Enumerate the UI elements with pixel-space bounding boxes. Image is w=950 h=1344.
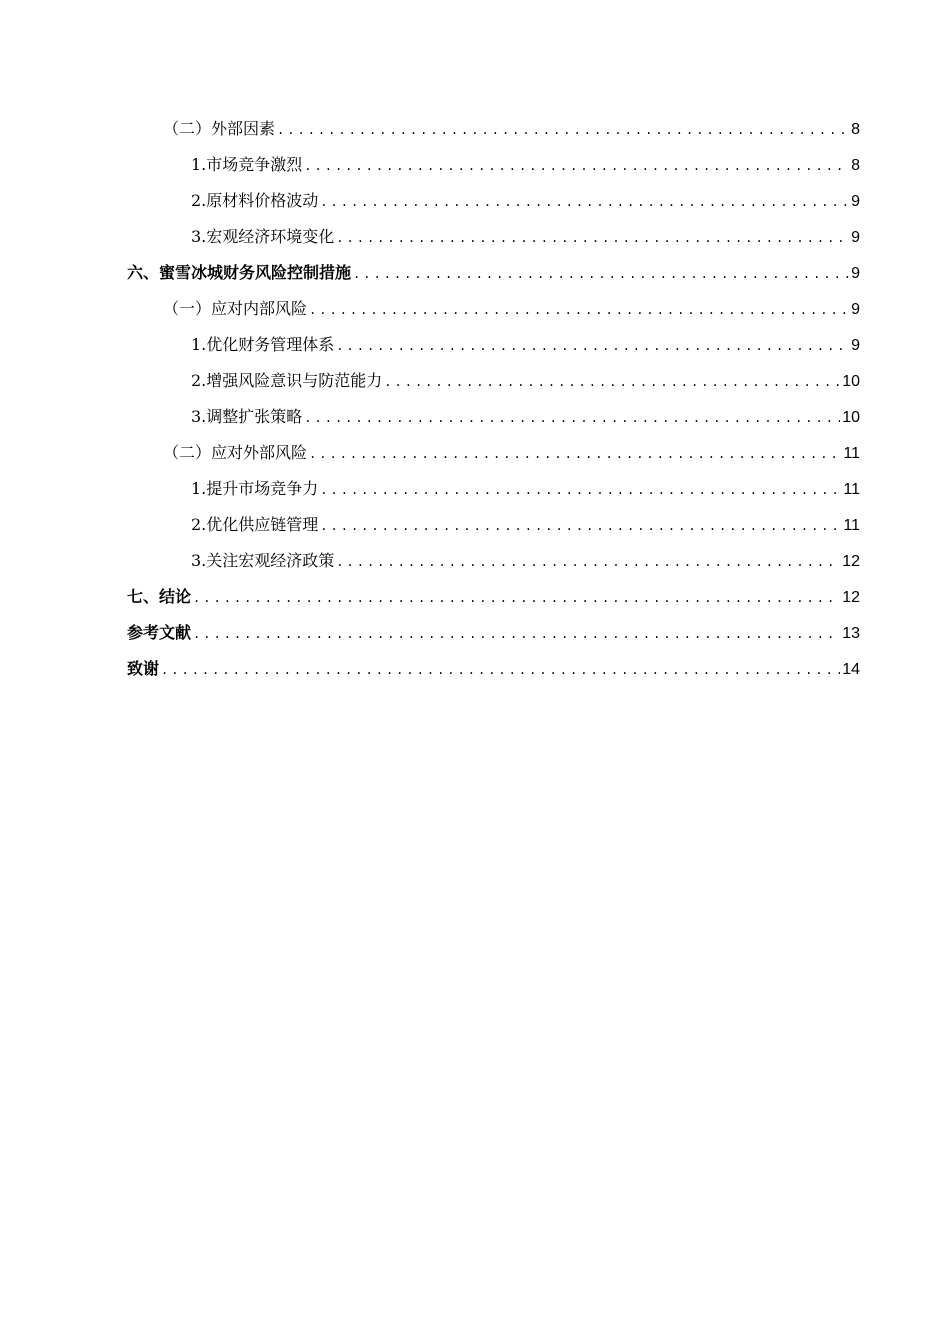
toc-entry-conclusion[interactable] [127, 579, 860, 615]
toc-entry-supply-chain[interactable] [127, 507, 860, 543]
toc-dot-leader [384, 364, 840, 400]
toc-page-number: 8 [851, 157, 860, 174]
table-of-contents [127, 111, 860, 687]
toc-entry-financial-management-system[interactable] [127, 327, 860, 363]
toc-entry-title: 1.优化财务管理体系 [191, 335, 335, 354]
toc-page-number: 9 [851, 265, 860, 282]
toc-page-number: 9 [851, 301, 860, 318]
toc-entry-title: 2.原材料价格波动 [191, 191, 319, 210]
toc-page-number: 14 [842, 661, 860, 678]
toc-entry-external-factors[interactable] [127, 111, 860, 147]
toc-dot-leader [193, 616, 840, 652]
toc-page-number: 10 [842, 373, 860, 390]
toc-dot-leader [353, 256, 849, 292]
toc-entry-macroeconomic-changes[interactable] [127, 219, 860, 255]
toc-page-number: 10 [842, 409, 860, 426]
toc-entry-internal-risk-response[interactable] [127, 291, 860, 327]
toc-dot-leader [304, 400, 840, 436]
toc-page-number: 9 [851, 229, 860, 246]
toc-entry-title: 六、蜜雪冰城财务风险控制措施 [127, 263, 352, 282]
toc-page-number: 9 [851, 337, 860, 354]
toc-dot-leader [336, 328, 849, 364]
toc-dot-leader [277, 112, 849, 148]
toc-dot-leader [304, 148, 849, 184]
toc-page-number: 11 [843, 481, 860, 498]
toc-dot-leader [161, 652, 840, 688]
toc-entry-title: 致谢 [127, 659, 160, 678]
toc-dot-leader [320, 508, 841, 544]
toc-entry-references[interactable] [127, 615, 860, 651]
toc-entry-title: 1.提升市场竞争力 [191, 479, 319, 498]
toc-entry-market-competition[interactable] [127, 147, 860, 183]
toc-dot-leader [336, 220, 849, 256]
toc-entry-title: 3.调整扩张策略 [191, 407, 303, 426]
toc-page-number: 12 [842, 553, 860, 570]
toc-entry-title: 2.优化供应链管理 [191, 515, 319, 534]
toc-entry-raw-material-prices[interactable] [127, 183, 860, 219]
toc-page-number: 9 [851, 193, 860, 210]
toc-dot-leader [320, 184, 849, 220]
toc-dot-leader [309, 292, 849, 328]
toc-entry-title: （二）外部因素 [163, 119, 276, 138]
toc-entry-expansion-strategy[interactable] [127, 399, 860, 435]
toc-entry-chapter-six[interactable] [127, 255, 860, 291]
toc-entry-market-competitiveness[interactable] [127, 471, 860, 507]
toc-page-number: 13 [842, 625, 860, 642]
toc-dot-leader [309, 436, 841, 472]
toc-entry-external-risk-response[interactable] [127, 435, 860, 471]
toc-page-number: 12 [842, 589, 860, 606]
toc-entry-risk-awareness[interactable] [127, 363, 860, 399]
toc-dot-leader [320, 472, 841, 508]
toc-entry-acknowledgements[interactable] [127, 651, 860, 687]
toc-page-number: 11 [843, 445, 860, 462]
toc-entry-title: （一）应对内部风险 [163, 299, 308, 318]
toc-page-number: 8 [851, 121, 860, 138]
toc-page-number: 11 [843, 517, 860, 534]
toc-dot-leader [336, 544, 840, 580]
toc-entry-title: 2.增强风险意识与防范能力 [191, 371, 383, 390]
toc-entry-macroeconomic-policy[interactable] [127, 543, 860, 579]
toc-entry-title: 参考文献 [127, 623, 192, 642]
toc-entry-title: 七、结论 [127, 587, 192, 606]
toc-dot-leader [193, 580, 840, 616]
toc-entry-title: （二）应对外部风险 [163, 443, 308, 462]
toc-entry-title: 1.市场竞争激烈 [191, 155, 303, 174]
toc-entry-title: 3.关注宏观经济政策 [191, 551, 335, 570]
toc-entry-title: 3.宏观经济环境变化 [191, 227, 335, 246]
